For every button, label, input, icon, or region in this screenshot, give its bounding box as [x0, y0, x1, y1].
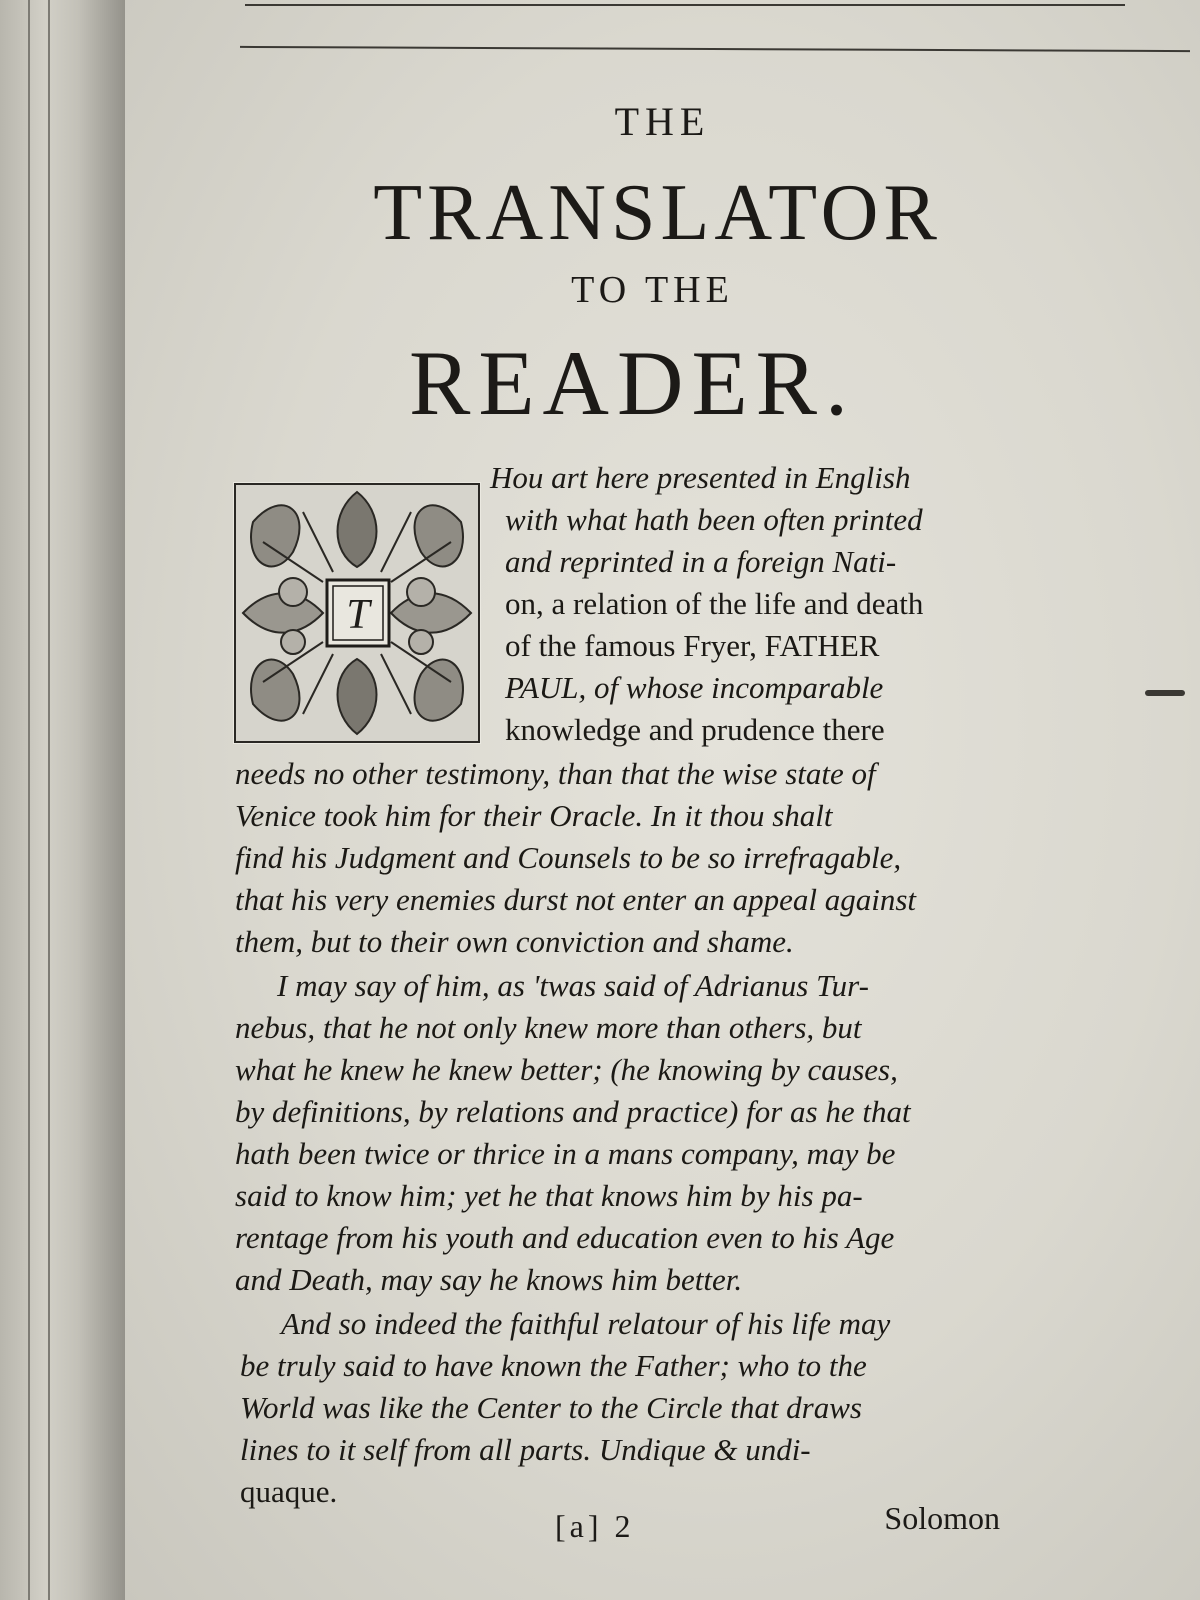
text-line: that his very enemies durst not enter an appeal against — [235, 882, 917, 917]
text-line: Hou art here presented in English — [490, 460, 911, 495]
text-line: them, but to their own conviction and shame. — [235, 924, 794, 959]
text-line: hath been twice or thrice in a mans company, may be — [235, 1136, 896, 1171]
ornamental-drop-cap — [233, 482, 481, 744]
text-line: I may say of him, as 'twas said of Adrianus Tur- — [277, 968, 869, 1003]
text-line: rentage from his youth and education even to his Age — [235, 1220, 895, 1255]
text-line: find his Judgment and Counsels to be so irrefragable, — [235, 840, 902, 875]
text-line: and Death, may say he knows him better. — [235, 1262, 743, 1297]
book-page — [125, 0, 1200, 1600]
text-line: And so indeed the faithful relatour of his life may — [281, 1306, 891, 1341]
signature-mark: [a] 2 — [555, 1508, 635, 1544]
text-line: be truly said to have known the Father; who to the — [240, 1348, 867, 1383]
text-line: PAUL, of whose incomparable — [505, 670, 884, 705]
page-blemish — [1145, 690, 1185, 696]
text-line: said to know him; yet he that knows him by his pa- — [235, 1178, 863, 1213]
text-line: lines to it self from all parts. Undique & undi- — [240, 1432, 811, 1467]
heading-to-the: TO THE — [571, 269, 734, 311]
facing-page-edge — [0, 0, 130, 1600]
text-line: and reprinted in a foreign Nati- — [505, 544, 897, 579]
text-line: nebus, that he not only knew more than others, but — [235, 1010, 862, 1045]
text-line: by definitions, by relations and practice) for as he that — [235, 1094, 911, 1129]
text-line: of the famous Fryer, FATHER — [505, 628, 880, 663]
heading-the: THE — [614, 99, 711, 144]
text-line: World was like the Center to the Circle that draws — [240, 1390, 862, 1425]
heading-reader: READER. — [409, 332, 856, 434]
catchword: Solomon — [884, 1500, 1000, 1536]
text-line: quaque. — [240, 1474, 338, 1509]
heading-translator: TRANSLATOR — [373, 169, 942, 257]
text-line: needs no other testimony, than that the wise state of — [235, 756, 876, 791]
text-line: what he knew he knew better; (he knowing by causes, — [235, 1052, 898, 1087]
text-line: knowledge and prudence there — [505, 712, 885, 747]
text-line: on, a relation of the life and death — [505, 586, 924, 621]
header-rule — [240, 46, 1190, 52]
top-rule — [245, 4, 1125, 6]
floral-ornament-icon — [233, 482, 481, 744]
drop-cap-letter: T — [346, 592, 370, 638]
text-line: with what hath been often printed — [505, 502, 923, 537]
text-line: Venice took him for their Oracle. In it thou shalt — [235, 798, 833, 833]
